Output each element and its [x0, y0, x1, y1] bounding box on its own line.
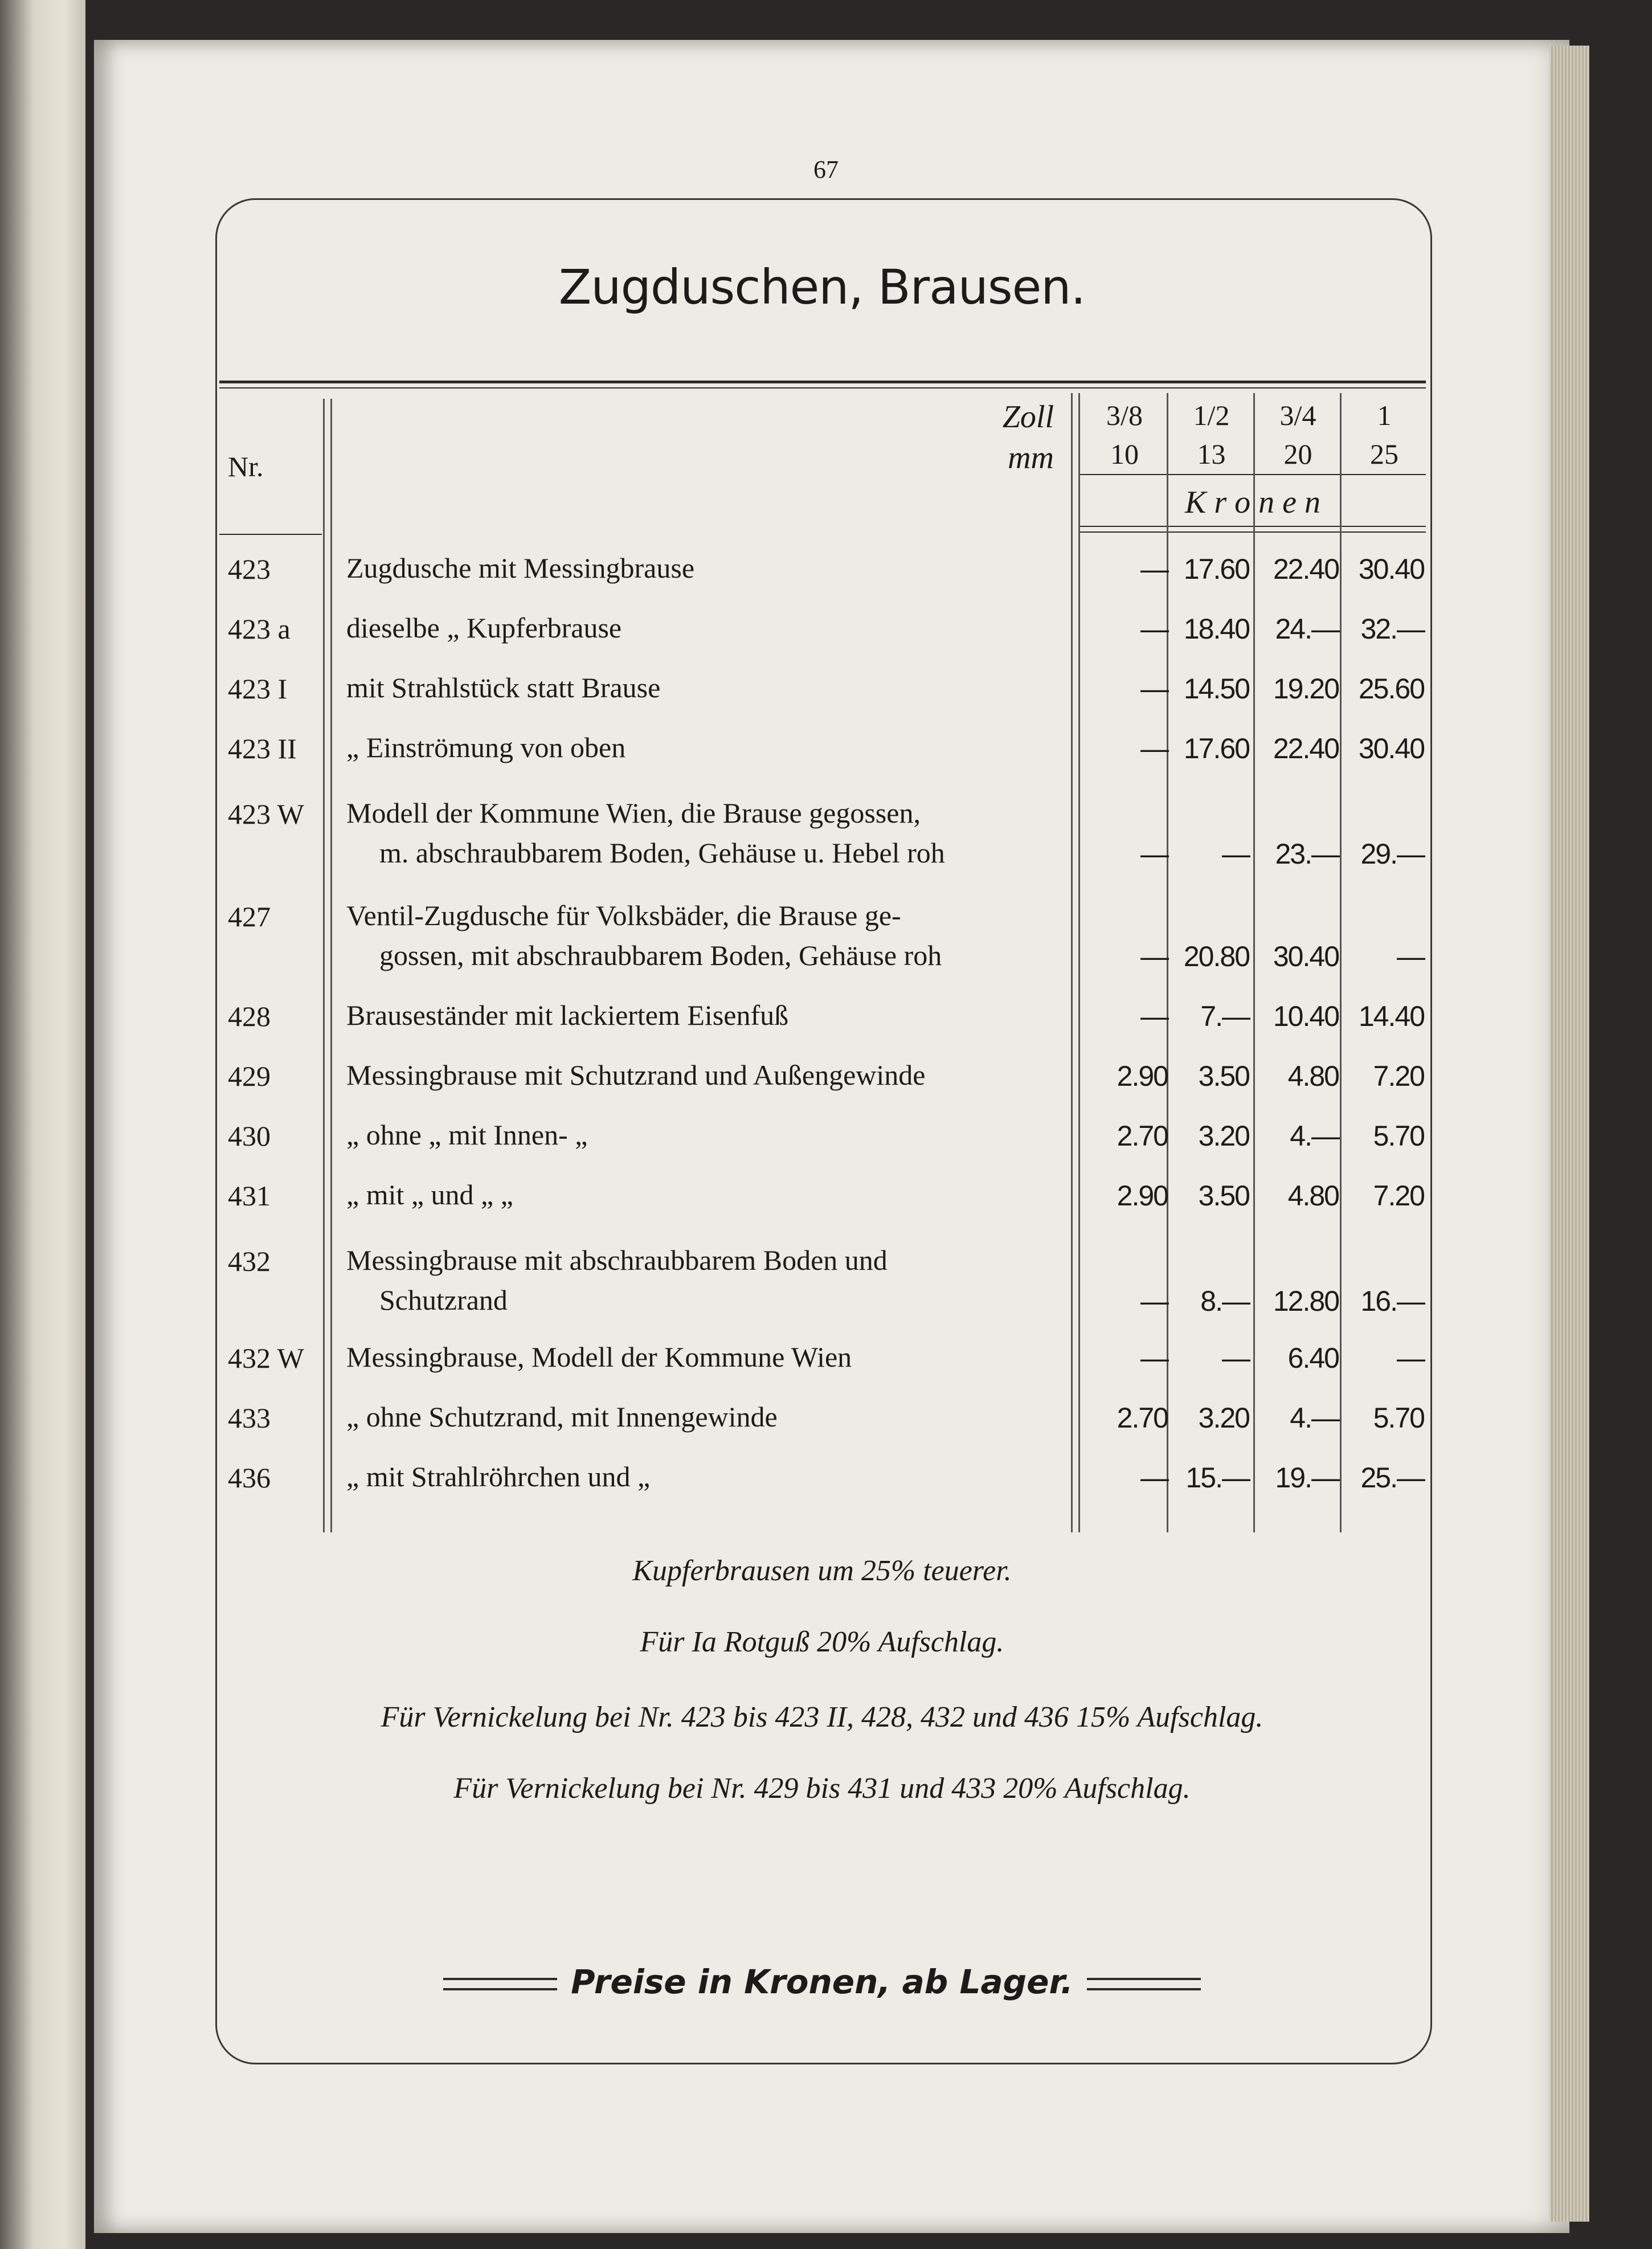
price-cell: 3.20: [1198, 1120, 1249, 1152]
row-description-line1: dieselbe „ Kupferbrause: [346, 612, 622, 644]
row-nr: 432: [228, 1245, 271, 1277]
price-cell: 30.40: [1358, 733, 1424, 764]
footer-rule-left: [443, 1978, 557, 1990]
row-description: [346, 1397, 1060, 1437]
row-description-line1: „ mit „ und „ „: [346, 1179, 513, 1211]
row-description: [346, 548, 1060, 588]
row-nr: 436: [228, 1462, 271, 1494]
note-rotguss: Für Ia Rotguß 20% Aufschlag.: [640, 1626, 1004, 1658]
table-top-rule: [219, 381, 1426, 383]
header-zoll: Zoll: [1002, 399, 1054, 435]
price-cell: —: [1222, 838, 1249, 870]
row-description: [346, 1055, 1060, 1095]
row-description: [346, 608, 1060, 648]
price-cell: —: [1140, 838, 1168, 870]
price-cell: 30.40: [1273, 941, 1339, 972]
price-cell: 12.80: [1273, 1285, 1339, 1317]
footer-line: [215, 1962, 1429, 2001]
price-cell: 4.80: [1287, 1180, 1339, 1212]
row-nr: 431: [228, 1180, 271, 1212]
price-cell: 18.40: [1183, 613, 1249, 645]
row-nr: 428: [228, 1000, 271, 1032]
price-cell: 19.20: [1273, 673, 1339, 705]
price-cell: 2.70: [1117, 1120, 1168, 1152]
price-cell: 2.90: [1117, 1060, 1168, 1092]
price-cell: —: [1140, 613, 1168, 645]
price-cell: —: [1140, 553, 1168, 585]
row-nr: 429: [228, 1060, 271, 1092]
row-description-line1: mit Strahlstück statt Brause: [346, 672, 661, 704]
price-cell: —: [1140, 673, 1168, 705]
price-cell: 7.20: [1373, 1180, 1424, 1212]
price-cell: 4.—: [1290, 1402, 1339, 1434]
price-cell: —: [1140, 1342, 1168, 1374]
price-cell: —: [1397, 1342, 1424, 1374]
row-description-line1: Messingbrause mit Schutzrand und Außengewinde: [346, 1059, 926, 1091]
price-cell: 23.—: [1275, 838, 1339, 870]
header-mm: mm: [1008, 440, 1054, 476]
currency-label: K r o n e n: [1185, 485, 1320, 520]
price-cell: 29.—: [1360, 838, 1424, 870]
size-mm-4: 25: [1370, 438, 1399, 470]
price-cell: 20.80: [1183, 941, 1249, 972]
row-nr: 423 II: [228, 733, 297, 764]
row-description: [346, 895, 1060, 975]
price-cell: —: [1140, 1285, 1168, 1317]
row-description-line1: Zugdusche mit Messingbrause: [346, 552, 695, 584]
size-mm-3: 20: [1283, 438, 1312, 470]
row-nr: 423 I: [228, 673, 288, 705]
price-cell: 5.70: [1373, 1402, 1424, 1434]
row-nr: 432 W: [228, 1342, 304, 1374]
price-cell: 7.20: [1373, 1060, 1424, 1092]
price-cell: 4.80: [1287, 1060, 1339, 1092]
row-description: [346, 668, 1060, 708]
size-header-rule: [1079, 474, 1426, 475]
price-cell: 15.—: [1185, 1462, 1249, 1494]
size-zoll-3: 3/4: [1279, 399, 1316, 431]
price-cell: 2.70: [1117, 1402, 1168, 1434]
row-description-line1: Ventil-Zugdusche für Volksbäder, die Brause ge-: [346, 899, 901, 931]
price-cell: 7.—: [1200, 1000, 1249, 1032]
note-nickel-2: Für Vernickelung bei Nr. 429 bis 431 und 433 20% Aufschlag.: [453, 1772, 1191, 1805]
row-nr: 427: [228, 901, 271, 933]
size-mm-2: 13: [1197, 438, 1226, 470]
price-cell: 5.70: [1373, 1120, 1424, 1152]
price-cell: 3.50: [1198, 1180, 1249, 1212]
row-description-line1: Messingbrause mit abschraubbarem Boden und: [346, 1244, 888, 1276]
price-cell: 14.50: [1183, 673, 1249, 705]
price-cell: 14.40: [1358, 1000, 1424, 1032]
price-cell: 4.—: [1290, 1120, 1339, 1152]
size-zoll-1: 3/8: [1106, 399, 1143, 431]
price-cell: 19.—: [1275, 1462, 1339, 1494]
price-cell: 10.40: [1273, 1000, 1339, 1032]
header-nr: Nr.: [228, 451, 264, 482]
previous-page-edge: [0, 0, 85, 2249]
desc-column-divider: [1071, 393, 1073, 1532]
price-cell: —: [1140, 1462, 1168, 1494]
price-cell: —: [1140, 941, 1168, 972]
nr-header-rule: [219, 534, 322, 535]
row-description: [346, 727, 1060, 767]
row-description-line1: „ ohne Schutzrand, mit Innengewinde: [346, 1401, 778, 1433]
price-cell: —: [1397, 941, 1424, 972]
row-description-line1: „ ohne „ mit Innen- „: [346, 1119, 588, 1151]
page-stack-edge: [1549, 46, 1589, 2222]
price-cell: 25.—: [1360, 1462, 1424, 1494]
page-number: 67: [813, 156, 839, 183]
price-cell: 17.60: [1183, 553, 1249, 585]
row-nr: 423 W: [228, 798, 304, 830]
row-description: [346, 1175, 1060, 1215]
price-cell: 30.40: [1358, 553, 1424, 585]
price-cell: 3.20: [1198, 1402, 1249, 1434]
footer-text: Preise in Kronen, ab Lager.: [571, 1962, 1073, 2001]
page-title: Zugduschen, Brausen.: [558, 259, 1086, 315]
price-cell: 25.60: [1358, 673, 1424, 705]
row-description: [346, 1457, 1060, 1496]
note-copper: Kupferbrausen um 25% teuerer.: [632, 1555, 1012, 1587]
price-cell: —: [1140, 1000, 1168, 1032]
row-description-line2: Schutzrand: [379, 1284, 508, 1316]
row-description: [346, 995, 1060, 1035]
price-cell: 24.—: [1275, 613, 1339, 645]
size-zoll-4: 1: [1377, 399, 1392, 431]
row-description-line1: Messingbrause, Modell der Kommune Wien: [346, 1341, 852, 1373]
size-zoll-2: 1/2: [1193, 399, 1230, 431]
row-nr: 423: [228, 553, 271, 585]
size-mm-1: 10: [1110, 438, 1139, 470]
row-description-line1: „ mit Strahlröhrchen und „: [346, 1461, 651, 1492]
price-cell: 6.40: [1287, 1342, 1339, 1374]
row-description: [346, 1337, 1060, 1377]
row-description-line1: „ Einströmung von oben: [346, 731, 626, 763]
row-description-line2: gossen, mit abschraubbarem Boden, Gehäuse roh: [379, 939, 942, 971]
currency-rule-thin: [1079, 531, 1426, 533]
table-top-rule-thin: [219, 387, 1426, 389]
price-cell: —: [1222, 1342, 1249, 1374]
price-cell: 32.—: [1360, 613, 1424, 645]
price-cell: 22.40: [1273, 553, 1339, 585]
row-nr: 433: [228, 1402, 271, 1434]
row-description-line1: Brauseständer mit lackiertem Eisenfuß: [346, 999, 789, 1031]
price-cell: 17.60: [1183, 733, 1249, 764]
row-nr: 430: [228, 1120, 271, 1152]
price-cell: 2.90: [1117, 1180, 1168, 1212]
row-description-line2: m. abschraubbarem Boden, Gehäuse u. Hebel roh: [379, 837, 945, 869]
price-cell: 8.—: [1200, 1285, 1249, 1317]
row-description: [346, 1115, 1060, 1155]
nr-column-divider-2: [330, 399, 332, 1532]
row-description-line1: Modell der Kommune Wien, die Brause gegossen,: [346, 797, 921, 829]
note-nickel-1: Für Vernickelung bei Nr. 423 bis 423 II, 428, 432 und 436 15% Aufschlag.: [381, 1701, 1263, 1733]
price-cell: 3.50: [1198, 1060, 1249, 1092]
row-nr: 423 a: [228, 613, 291, 645]
row-description: [346, 1240, 1060, 1320]
price-cell: —: [1140, 733, 1168, 764]
row-description: [346, 793, 1060, 873]
footer-rule-right: [1087, 1978, 1201, 1990]
price-cell: 16.—: [1360, 1285, 1424, 1317]
price-cell: 22.40: [1273, 733, 1339, 764]
currency-rule: [1079, 526, 1426, 527]
